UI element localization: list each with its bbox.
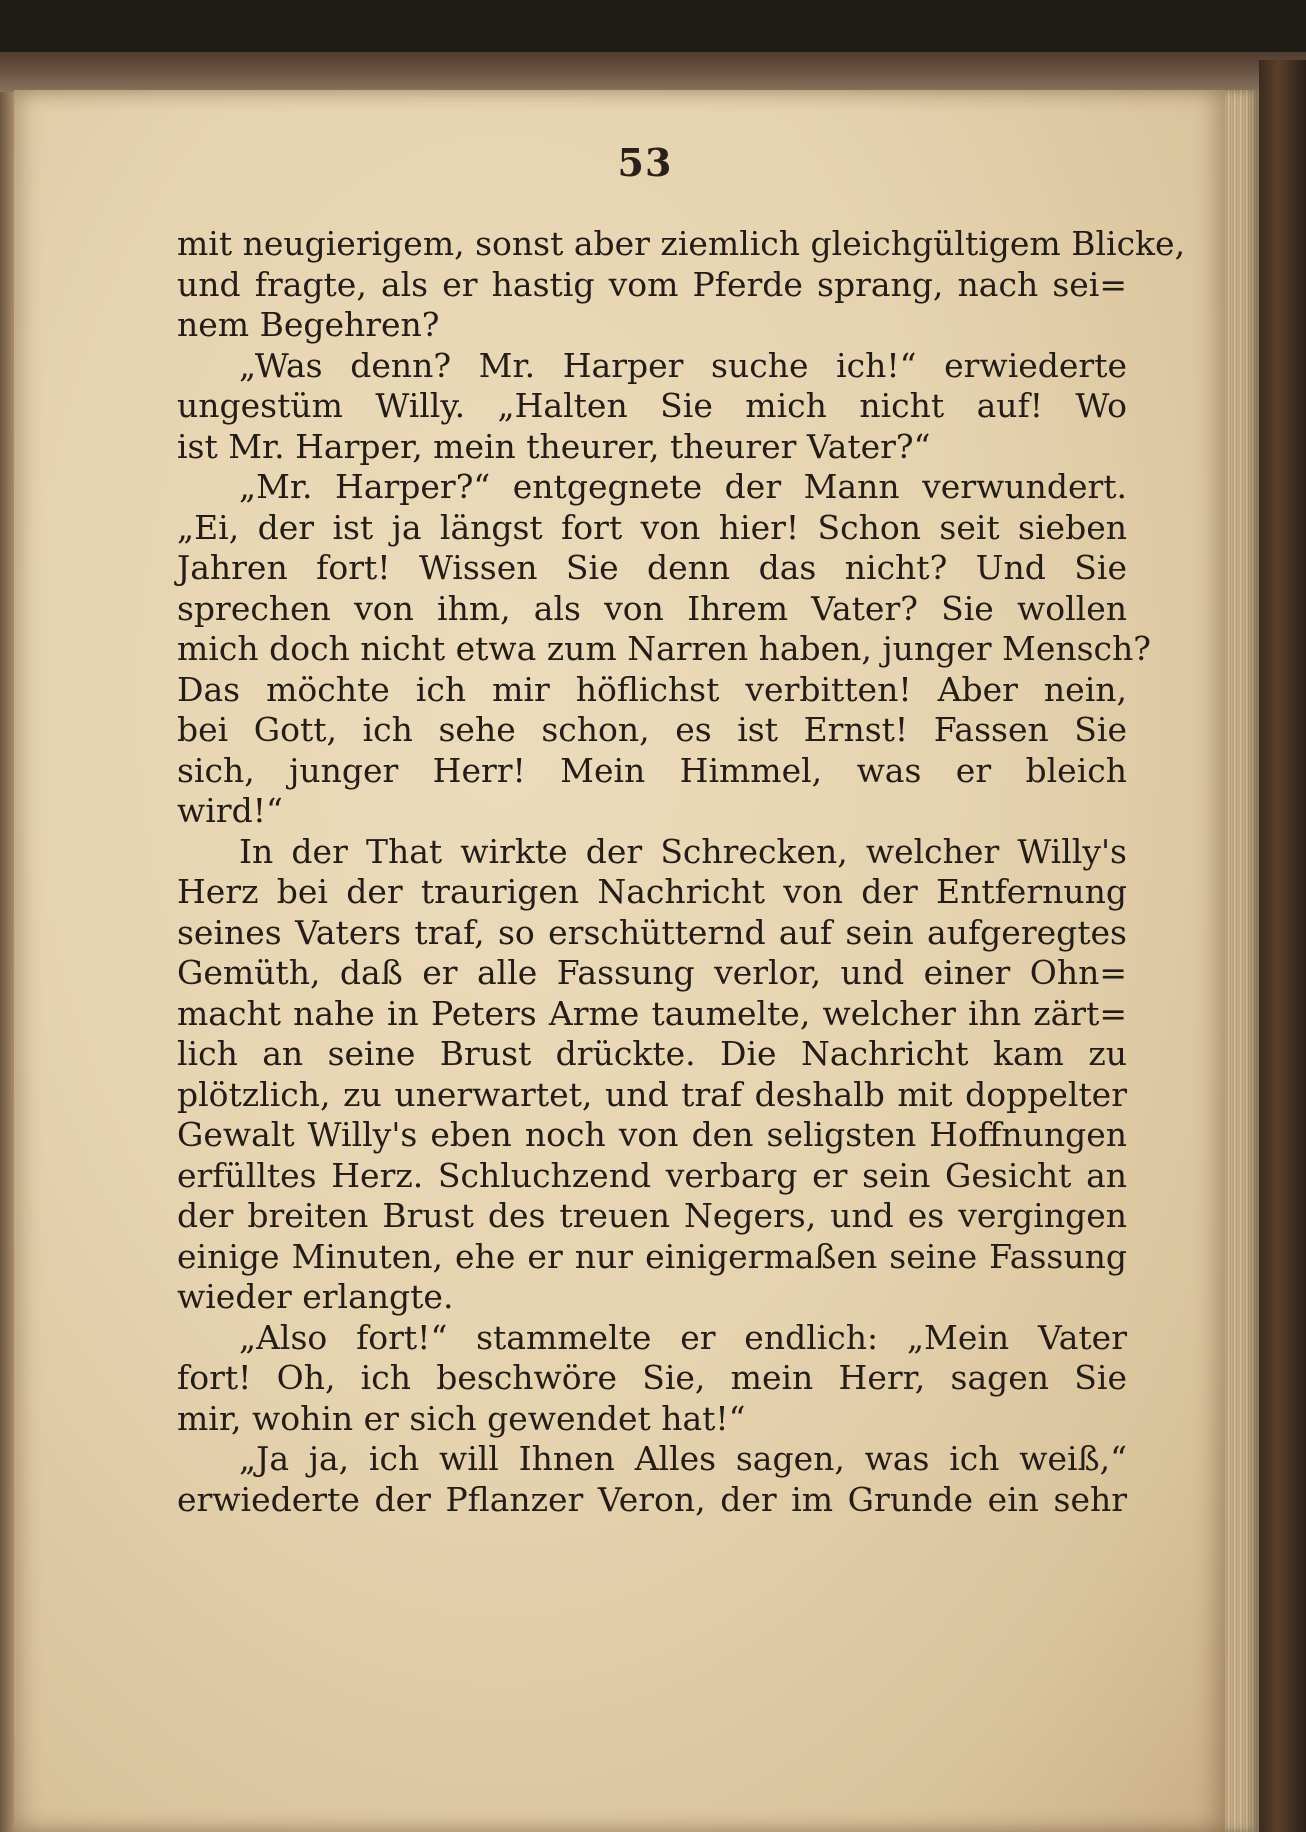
- text-line: Gewalt Willy's eben noch von den seligsten Hoffnungen: [177, 1115, 1127, 1154]
- text-line: Das möchte ich mir höflichst verbitten! Aber nein,: [177, 669, 1127, 709]
- text-line: „Ja ja, ich will Ihnen Alles sagen, was ich weiß,“: [239, 1439, 1127, 1478]
- text-line: wird!“: [177, 791, 283, 830]
- text-line: „Mr. Harper?“ entgegnete der Mann verwundert.: [239, 467, 1127, 506]
- book-gutter: [0, 92, 14, 1832]
- text-line: seines Vaters traf, so erschütternd auf sein aufgeregtes: [177, 912, 1127, 952]
- text-line: bei Gott, ich sehe schon, es ist Ernst! Fassen Sie: [177, 710, 1127, 749]
- text-line: und fragte, als er hastig vom Pferde sprang, nach sei=: [177, 264, 1127, 304]
- book-top-edge: [0, 52, 1306, 92]
- text-line: sich, junger Herr! Mein Himmel, was er bleich: [177, 750, 1127, 790]
- text-line: der breiten Brust des treuen Negers, und es vergingen: [177, 1196, 1127, 1235]
- text-line: plötzlich, zu unerwartet, und traf deshalb mit doppelter: [177, 1074, 1127, 1114]
- text-line: ist Mr. Harper, mein theurer, theurer Vater?“: [177, 426, 931, 466]
- text-line: mit neugierigem, sonst aber ziemlich gleichgültigem Blicke,: [177, 224, 1186, 263]
- text-line: „Ei, der ist ja längst fort von hier! Schon seit sieben: [177, 507, 1127, 547]
- text-line: mich doch nicht etwa zum Narren haben, junger Mensch?: [177, 629, 1151, 668]
- page-edges: [1225, 90, 1259, 1832]
- text-line: wieder erlangte.: [177, 1277, 454, 1316]
- text-line: Herz bei der traurigen Nachricht von der Entfernung: [177, 872, 1127, 911]
- text-line: lich an seine Brust drückte. Die Nachricht kam zu: [177, 1034, 1127, 1073]
- book-cover-edge: [1259, 60, 1306, 1832]
- text-line: fort! Oh, ich beschwöre Sie, mein Herr, sagen Sie: [177, 1358, 1127, 1397]
- text-line: macht nahe in Peters Arme taumelte, welcher ihn zärt=: [177, 993, 1127, 1033]
- text-line: erfülltes Herz. Schluchzend verbarg er sein Gesicht an: [177, 1155, 1127, 1195]
- text-line: erwiederte der Pflanzer Veron, der im Grunde ein sehr: [177, 1479, 1127, 1519]
- text-line: einige Minuten, ehe er nur einigermaßen seine Fassung: [177, 1236, 1127, 1276]
- text-line: mir, wohin er sich gewendet hat!“: [177, 1398, 746, 1438]
- text-line: „Also fort!“ stammelte er endlich: „Mein Vater: [239, 1317, 1127, 1357]
- text-line: Gemüth, daß er alle Fassung verlor, und einer Ohn=: [177, 953, 1127, 992]
- text-line: sprechen von ihm, als von Ihrem Vater? Sie wollen: [177, 588, 1127, 628]
- body-text: [177, 224, 1186, 1520]
- text-line: Jahren fort! Wissen Sie denn das nicht? Und Sie: [177, 548, 1127, 587]
- text-line: nem Begehren?: [177, 305, 440, 344]
- text-line: In der That wirkte der Schrecken, welcher Willy's: [239, 831, 1127, 871]
- text-line: „Was denn? Mr. Harper suche ich!“ erwiederte: [239, 345, 1127, 385]
- page-number: 53: [617, 140, 673, 185]
- text-line: ungestüm Willy. „Halten Sie mich nicht auf! Wo: [177, 386, 1127, 425]
